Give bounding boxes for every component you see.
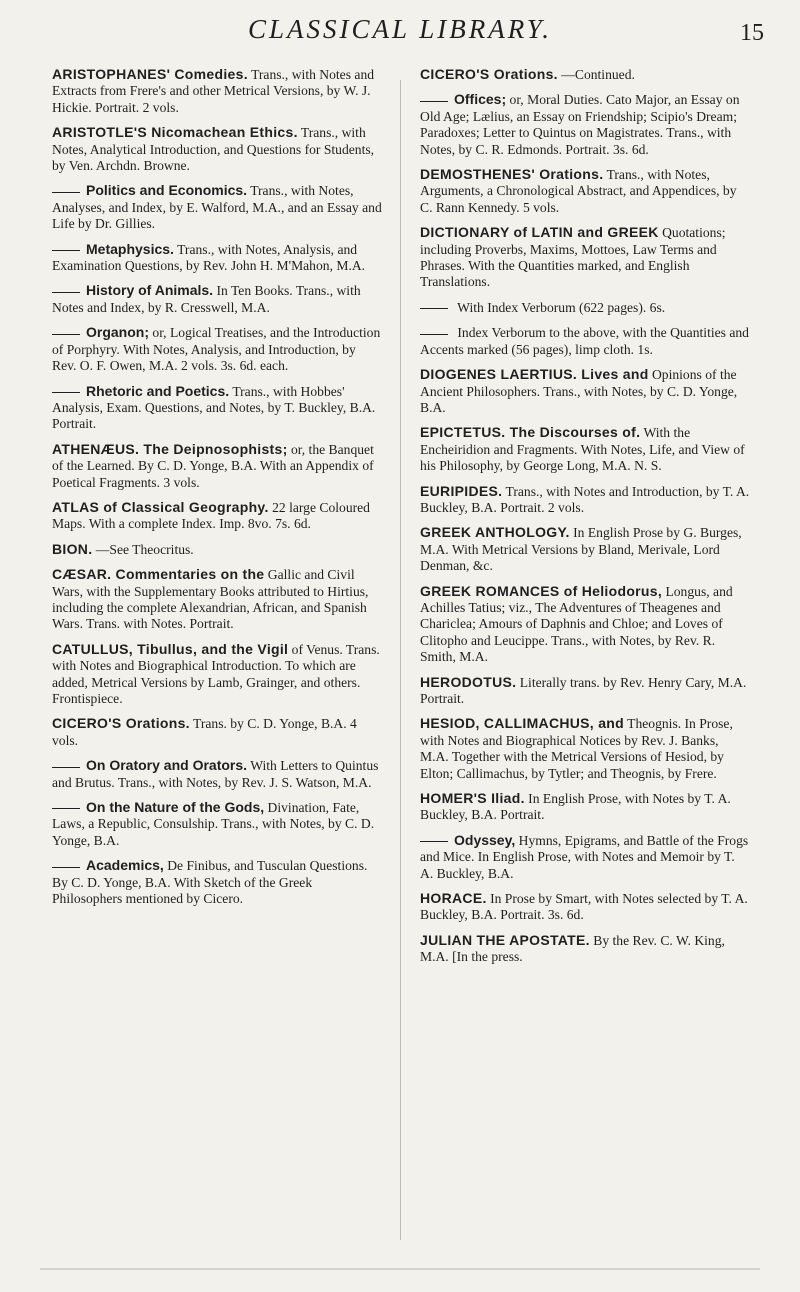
entry-heading: Academics, (86, 857, 164, 874)
entry-description: Trans., with Notes, Analyses, and Index, by E. Walford, M.A., and an Essay and Life by Dr. Gillies. (52, 183, 382, 232)
catalog-entry (52, 324, 382, 374)
catalog-entry (52, 757, 382, 791)
entry-description: With Letters to Quintus and Brutus. Trans., with Notes, by Rev. J. S. Watson, M.A. (52, 758, 379, 790)
entry-heading: DIOGENES LAERTIUS. Lives and (420, 366, 649, 383)
ditto-dash (52, 292, 80, 293)
ditto-dash (420, 334, 448, 335)
entry-description: Trans., with Notes and Extracts from Frere's and other Metrical Versions, by W. J. Hickie. Portrait. 2 vols. (52, 67, 375, 115)
entry-description: Trans. by C. D. Yonge, B.A. 4 vols. (52, 716, 357, 748)
catalog-entry (52, 799, 382, 849)
entry-description: Trans., with Notes, Analytical Introduction, and Questions for Students, by Ven. Archdn. Browne. (52, 125, 375, 174)
entry-description: Literally trans. by Rev. Henry Cary, M.A. Portrait. (420, 674, 747, 706)
entry-description: Index Verborum to the above, with the Quantities and Accents marked (56 pages), limp cloth. 1s. (420, 325, 749, 357)
entry-heading: Odyssey, (454, 831, 516, 848)
entry-heading: ARISTOTLE'S Nicomachean Ethics. (52, 124, 298, 141)
entry-description: With the Encheiridion and Fragments. With Notes, Life, and View of his Philosophy, by George Long, M.A. N. S. (420, 425, 745, 474)
ditto-dash (420, 841, 448, 842)
entry-heading: History of Animals. (86, 282, 214, 299)
catalog-entry (52, 641, 382, 708)
entry-heading: CÆSAR. Commentaries on the (52, 566, 265, 583)
catalog-entry (420, 366, 750, 416)
catalog-entry (420, 324, 750, 358)
entry-heading: GREEK ANTHOLOGY. (420, 524, 570, 541)
entry-heading: HERODOTUS. (420, 673, 517, 690)
entry-heading: EPICTETUS. The Discourses of. (420, 424, 641, 441)
catalog-entry (420, 674, 750, 708)
ditto-dash (52, 250, 80, 251)
column-divider (400, 80, 401, 1240)
ditto-dash (52, 767, 80, 768)
catalog-entry (420, 832, 750, 882)
entry-heading: On Oratory and Orators. (86, 757, 248, 774)
catalog-entry (420, 790, 750, 824)
entry-description: Longus, and Achilles Tatius; viz., The Adventures of Theagenes and Chariclea; Amours of Daphnis and Chloe; and Loves of Clitopho and Leucippe. Trans., with Notes, by Rev. R. Smith, M.A. (420, 583, 733, 665)
catalog-entry (52, 857, 382, 907)
left-column (52, 66, 382, 915)
entry-description: Trans., with Notes and Introduction, by T. A. Buckley, B.A. Portrait. 2 vols. (420, 483, 750, 515)
running-title: CLASSICAL LIBRARY. (247, 14, 553, 44)
catalog-entry (420, 166, 750, 216)
page-header (0, 12, 800, 52)
catalog-entry (420, 424, 750, 474)
entry-description: Gallic and Civil Wars, with the Supplementary Books attributed to Hirtius, including the complete Alexandrian, African, and Spanish Wars. Trans. with Notes. Portrait. (52, 567, 369, 632)
catalog-entry (52, 66, 382, 116)
entry-description: Trans., with Hobbes' Analysis, Exam. Questions, and Notes, by T. Buckley, B.A. Portrait. (52, 383, 376, 432)
entry-heading: ATLAS of Classical Geography. (52, 498, 269, 515)
right-column (420, 66, 750, 974)
entry-heading: ATHENÆUS. The Deipnosophists; (52, 440, 288, 457)
ditto-dash (52, 192, 80, 193)
entry-description: In English Prose, with Notes by T. A. Buckley, B.A. Portrait. (420, 791, 731, 823)
ditto-dash (420, 308, 448, 309)
entry-heading: ARISTOPHANES' Comedies. (52, 66, 248, 82)
catalog-entry (420, 932, 750, 966)
entry-heading: HOMER'S Iliad. (420, 790, 525, 807)
catalog-entry (52, 241, 382, 275)
entry-heading: Offices; (454, 91, 507, 108)
catalog-entry (420, 524, 750, 574)
entry-description: Opinions of the Ancient Philosophers. Trans., with Notes, by C. D. Yonge, B.A. (420, 367, 738, 415)
ditto-dash (52, 334, 80, 335)
entry-heading: EURIPIDES. (420, 482, 503, 499)
entry-heading: Metaphysics. (86, 240, 174, 257)
ditto-dash (420, 101, 448, 102)
entry-description: or, Moral Duties. Cato Major, an Essay on Old Age; Lælius, an Essay on Friendship; Scipio's Dream; Paradoxes; Letter to Quintus on Magistrates. Trans., with Notes, by C. R. Edmonds. Portrait. 3s. 6d. (420, 92, 740, 157)
entry-description: Trans., with Notes, Analysis, and Examination Questions, by Rev. John H. M'Mahon, M.A. (52, 241, 366, 274)
catalog-entry (52, 124, 382, 174)
entry-heading: On the Nature of the Gods, (86, 799, 265, 816)
ditto-dash (52, 392, 80, 393)
entry-description: Theognis. In Prose, with Notes and Biographical Notices by Rev. J. Banks, M.A. Together with the Metrical Versions of Hesiod, by Elton; Callimachus, by Tytler; and Theognis, by Frere. (420, 716, 733, 781)
entry-description: By the Rev. C. W. King, M.A. [In the press. (420, 932, 725, 965)
catalog-entry (52, 282, 382, 316)
entry-heading: JULIAN THE APOSTATE. (420, 931, 590, 948)
entry-heading: CATULLUS, Tibullus, and the Vigil (52, 640, 289, 657)
entry-heading: CICERO'S Orations. (52, 715, 190, 732)
entry-heading: Rhetoric and Poetics. (86, 382, 230, 399)
entry-heading: HESIOD, CALLIMACHUS, and (420, 715, 624, 732)
catalog-entry (52, 499, 382, 533)
entry-description: De Finibus, and Tusculan Questions. By C. D. Yonge, B.A. With Sketch of the Greek Philosophers mentioned by Cicero. (52, 858, 368, 907)
entry-heading: BION. (52, 540, 93, 557)
catalog-entry (52, 383, 382, 433)
catalog-entry (52, 541, 382, 558)
catalog-entry (420, 890, 750, 924)
entry-heading: HORACE. (420, 890, 487, 907)
entry-description: Quotations; including Proverbs, Maxims, Mottoes, Law Terms and Phrases. With the Quantities marked, and English Translations. (420, 225, 726, 290)
ditto-dash (52, 808, 80, 809)
entry-heading: Politics and Economics. (86, 182, 248, 199)
entry-description: of Venus. Trans. with Notes and Biographical Introduction. To which are added, Metrical Versions by Lamb, Grainger, and others. Frontispiece. (52, 641, 380, 706)
catalog-entry (52, 715, 382, 749)
catalog-entry (420, 224, 750, 291)
catalog-entry (52, 441, 382, 491)
entry-description: In Ten Books. Trans., with Notes and Index, by R. Cresswell, M.A. (52, 283, 361, 315)
entry-heading: CICERO'S Orations. (420, 66, 558, 82)
catalog-entry (420, 483, 750, 517)
entry-heading: DEMOSTHENES' Orations. (420, 166, 604, 183)
entry-description: In Prose by Smart, with Notes selected by T. A. Buckley, B.A. Portrait. 3s. 6d. (420, 891, 748, 923)
catalog-entry (420, 299, 750, 316)
catalog-entry (420, 91, 750, 158)
entry-description: —Continued. (561, 67, 635, 82)
entry-description: With Index Verborum (622 pages). 6s. (457, 299, 666, 315)
entry-description: or, Logical Treatises, and the Introduction of Porphyry. With Notes, Analysis, and Introduction, by Rev. O. F. Owen, M.A. 2 vols. 3s. 6d. each. (52, 325, 381, 374)
entry-description: Divination, Fate, Laws, a Republic, Consulship. Trans., with Notes, by C. D. Yonge, B.A. (52, 800, 375, 848)
catalog-entry (52, 182, 382, 232)
bottom-edge-line (40, 1268, 760, 1270)
ditto-dash (52, 867, 80, 868)
entry-description: Trans., with Notes, Arguments, a Chronological Abstract, and Appendices, by C. Rann Kennedy. 5 vols. (420, 167, 737, 215)
entry-heading: GREEK ROMANCES of Heliodorus, (420, 582, 663, 599)
entry-description: —See Theocritus. (95, 541, 194, 557)
entry-description: Hymns, Epigrams, and Battle of the Frogs and Mice. In English Prose, with Notes and Memoir by T. A. Buckley, B.A. (420, 832, 749, 881)
entry-description: In English Prose by G. Burges, M.A. With Metrical Versions by Bland, Merivale, Lord Denman, &c. (420, 525, 742, 574)
catalog-entry (420, 583, 750, 666)
catalog-entry (420, 715, 750, 782)
entry-heading: DICTIONARY of LATIN and GREEK (420, 224, 659, 241)
entry-description: 22 large Coloured Maps. With a complete Index. Imp. 8vo. 7s. 6d. (52, 499, 370, 532)
page-number: 15 (740, 20, 764, 46)
catalog-entry (420, 66, 750, 83)
entry-heading: Organon; (86, 324, 149, 341)
catalog-entry (52, 566, 382, 633)
entry-description: or, the Banquet of the Learned. By C. D. Yonge, B.A. With an Appendix of Poetical Fragments. 3 vols. (52, 441, 374, 490)
